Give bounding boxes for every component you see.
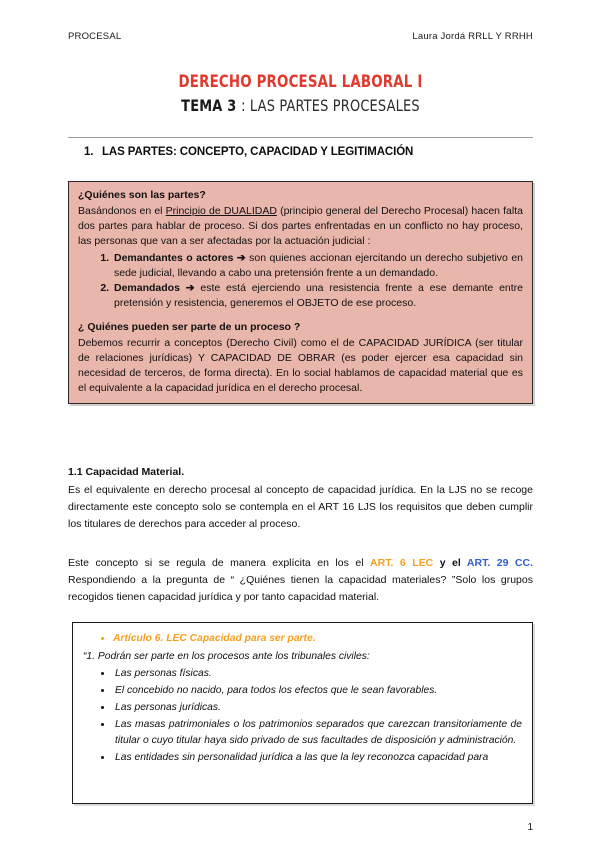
tema-subtitle-text: : LAS PARTES PROCESALES bbox=[241, 95, 420, 115]
articles-after-text: Respondiendo a la pregunta de “ ¿Quiénes tienen la capacidad materiales? ”Solo los grupos recogidos tienen capacidad jurídica y por tanto capacidad material. bbox=[68, 574, 533, 603]
horizontal-divider bbox=[68, 137, 533, 138]
document-header bbox=[68, 31, 533, 42]
list-item-term: Demandantes o actores bbox=[114, 251, 234, 264]
list-item: • El concebido no nacido, para todos los efectos que le sean favorables. bbox=[113, 683, 522, 699]
page-number: 1 bbox=[527, 822, 533, 833]
tema-label: TEMA 3 bbox=[181, 95, 242, 115]
list-item: • Las personas físicas. bbox=[113, 666, 522, 682]
arrow-icon: ➔ bbox=[185, 282, 195, 295]
law-citation-box bbox=[72, 622, 533, 804]
paragraph-1-before: Basándonos en el bbox=[78, 204, 166, 217]
law-title-item: • Artículo 6. LEC Capacidad para ser parte. bbox=[113, 631, 522, 647]
section-heading bbox=[84, 146, 534, 158]
list-item: • Las masas patrimoniales o los patrimonios separados que carezcan transitoriamente de titular o cuyo titular haya sido privado de sus facultades de disposición y administración. bbox=[113, 717, 522, 749]
section-heading-text: LAS PARTES: CONCEPTO, CAPACIDAD Y LEGITIMACIÓN bbox=[102, 146, 414, 158]
list-item-text: este está ejerciendo una resistencia frente a ese demante entre pretensión y resistencia, generemos el OBJETO de ese proceso. bbox=[114, 282, 524, 310]
header-subject: PROCESAL bbox=[68, 31, 122, 42]
parties-list bbox=[78, 251, 523, 312]
pink-paragraph-2: Debemos recurrir a conceptos (Derecho Civil) como el de CAPACIDAD JURÍDICA (ser titular de relaciones jurídicas) Y CAPACIDAD DE OBRAR (es poder ejercer esa capacidad sin necesidad de terceros, de forma directa). En lo social hablamos de capacidad material que es el equivalente a la capacidad jurídica en el derecho procesal. bbox=[78, 337, 523, 394]
law-lead-text: “1. Podrán ser parte en los procesos ante los tribunales civiles: bbox=[83, 650, 370, 662]
document-subtitle bbox=[91, 96, 510, 116]
document-title: DERECHO PROCESAL LABORAL I bbox=[178, 72, 423, 91]
articles-before-text: Este concepto si se regula de manera explícita en los el bbox=[68, 557, 371, 569]
list-item: • Las entidades sin personalidad jurídica a las que la ley reconozca capacidad para bbox=[113, 750, 522, 766]
arrow-icon: ➔ bbox=[236, 251, 246, 264]
title-block bbox=[68, 72, 533, 116]
articles-paragraph bbox=[68, 555, 533, 606]
underlined-principle: Principio de DUALIDAD bbox=[165, 204, 277, 217]
list-item: • Las personas jurídicas. bbox=[113, 700, 522, 716]
paragraph-1-after: (principio general del Derecho Procesal) hacen falta dos partes para hablar de proceso. Si dos partes enfrentadas en un conflicto no hay proceso, las personas que van a ser afectadas por la actuación judicial : bbox=[78, 204, 523, 247]
list-item-term: Demandados bbox=[114, 282, 180, 295]
question-heading-1: ¿Quiénes son las partes? bbox=[78, 189, 206, 201]
subsection-body: Es el equivalente en derecho procesal al concepto de capacidad jurídica. En la LJS no se recoge directamente este concepto solo se contempla en el ART 16 LJS los requisitos que deben cumplir los titulares de derechos para acceder al proceso. bbox=[68, 484, 533, 530]
article-reference-cc: ART. 29 CC. bbox=[466, 557, 533, 569]
subsection-1-1 bbox=[68, 464, 533, 533]
pink-paragraph-1 bbox=[78, 204, 523, 249]
subsection-heading: 1.1 Capacidad Material. bbox=[68, 466, 185, 478]
law-title-list bbox=[83, 631, 522, 647]
list-item bbox=[112, 281, 523, 311]
list-item-text: son quienes accionan ejercitando un derecho subjetivo en sede judicial, llevando a cabo una pretensión frente a un demandado. bbox=[114, 251, 523, 279]
article-reference-lec: ART. 6 LEC bbox=[370, 557, 434, 569]
law-items-list bbox=[83, 666, 522, 766]
question-heading-2: ¿ Quiénes pueden ser parte de un proceso ? bbox=[78, 321, 301, 334]
articles-middle-text: y el bbox=[433, 557, 467, 569]
highlighted-definition-box bbox=[68, 181, 533, 404]
section-number: 1. bbox=[84, 146, 94, 158]
header-author: Laura Jordá RRLL Y RRHH bbox=[412, 31, 533, 42]
list-item bbox=[112, 251, 523, 281]
